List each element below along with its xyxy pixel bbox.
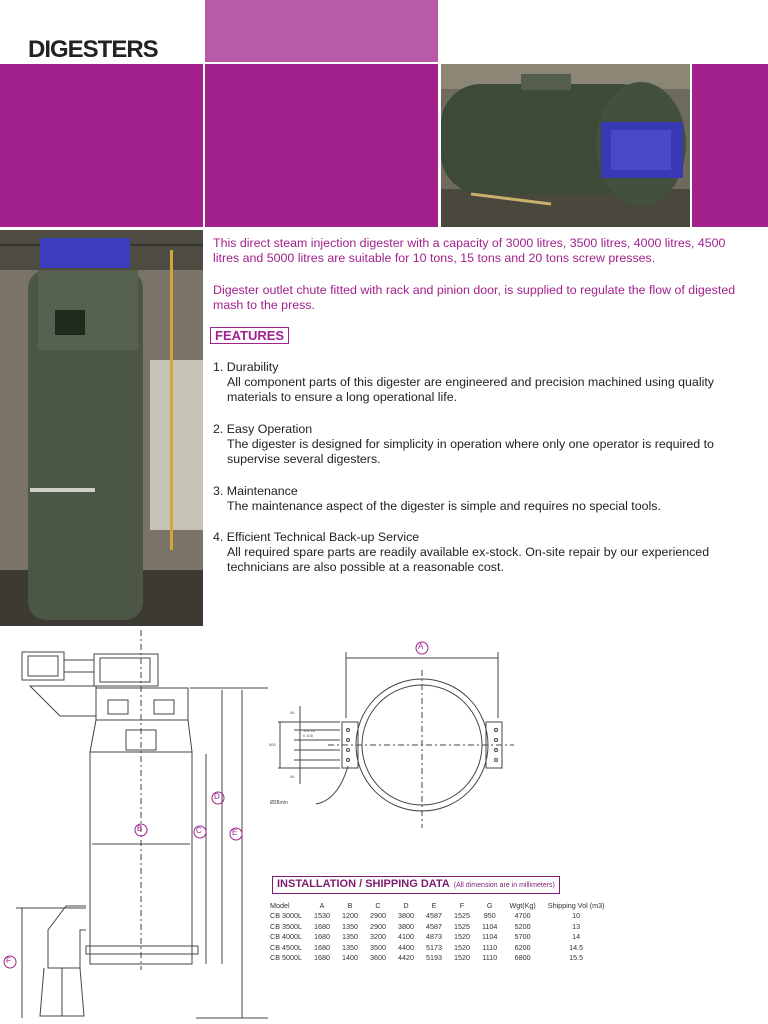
table-cell: 950 xyxy=(483,911,496,921)
table-cell: 5200 xyxy=(514,921,531,931)
flange-dim-top: 40 xyxy=(290,710,295,715)
model-cell: CB 5000L xyxy=(270,953,302,963)
table-row xyxy=(268,921,611,932)
feature-item-maintenance xyxy=(213,484,758,514)
table-cell: 5193 xyxy=(425,953,442,963)
table-cell: 1520 xyxy=(453,942,470,952)
feature-desc: All component parts of this digester are engineered and precision machined using quality materials to ensure a long operational life. xyxy=(227,375,714,404)
column-header: E xyxy=(431,900,437,910)
table-cell: 1680 xyxy=(313,932,330,942)
flange-dim-bottom: 40 xyxy=(290,774,295,779)
header-block-top xyxy=(205,0,438,62)
table-cell: 13 xyxy=(572,921,581,931)
table-row xyxy=(268,911,611,922)
feature-heading: 2. Easy Operation xyxy=(213,422,313,436)
header-band-middle xyxy=(205,64,438,227)
table-cell: 4873 xyxy=(425,932,442,942)
column-header: D xyxy=(403,900,409,910)
feature-item-durability xyxy=(213,360,758,405)
table-cell: 5173 xyxy=(425,942,442,952)
table-cell: 1350 xyxy=(341,921,358,931)
table-cell: 6800 xyxy=(514,953,531,963)
table-cell: 14.5 xyxy=(569,942,584,952)
feature-desc: The digester is designed for simplicity in operation where only one operator is required to supervise several digesters. xyxy=(227,437,714,466)
feature-heading: 3. Maintenance xyxy=(213,484,298,498)
flange-dim-mid: 100 100 100 xyxy=(303,728,316,738)
shipping-data-title: INSTALLATION / SHIPPING DATA xyxy=(277,878,450,890)
column-header: Model xyxy=(270,900,290,910)
flange-dim-height: 500 xyxy=(269,742,276,747)
table-cell: 5700 xyxy=(514,932,531,942)
table-cell: 3800 xyxy=(397,911,414,921)
table-cell: 1525 xyxy=(453,921,470,931)
table-cell: 1104 xyxy=(481,921,498,931)
table-cell: 1400 xyxy=(341,953,358,963)
feature-desc: The maintenance aspect of the digester is simple and requires no special tools. xyxy=(227,499,661,513)
table-cell: 1110 xyxy=(482,953,498,963)
table-cell: 1520 xyxy=(453,953,470,963)
table-cell: 2900 xyxy=(369,911,386,921)
shipping-data-heading xyxy=(272,876,560,894)
page-title: DIGESTERS xyxy=(28,36,158,63)
table-cell: 3500 xyxy=(369,942,386,952)
header-band-left xyxy=(0,64,203,227)
table-cell: 1530 xyxy=(313,911,330,921)
column-header: Wgt(Kg) xyxy=(509,900,536,910)
table-cell: 1104 xyxy=(481,932,498,942)
feature-heading: 1. Durability xyxy=(213,360,279,374)
table-row xyxy=(268,942,611,953)
digester-drum-photo xyxy=(441,64,690,227)
feature-item-easy-operation xyxy=(213,422,758,467)
table-cell: 4700 xyxy=(514,911,531,921)
column-header: C xyxy=(375,900,381,910)
table-cell: 14 xyxy=(572,932,581,942)
side-elevation-drawing xyxy=(0,630,270,1024)
table-cell: 1525 xyxy=(453,911,470,921)
intro-paragraph-2: Digester outlet chute fitted with rack and pinion door, is supplied to regulate the flow of digested mash to the press. xyxy=(213,283,736,312)
hole-diameter-label: Ø28mm xyxy=(270,800,288,806)
column-header: B xyxy=(347,900,353,910)
shipping-data-note: (All dimension are in millimeters) xyxy=(453,882,555,889)
column-header: A xyxy=(319,900,325,910)
dim-label-c: C xyxy=(196,826,202,835)
table-cell: 1520 xyxy=(453,932,470,942)
table-cell: 3600 xyxy=(369,953,386,963)
table-cell: 1200 xyxy=(341,911,358,921)
table-cell: 6200 xyxy=(514,942,531,952)
shipping-data-table xyxy=(268,900,611,963)
table-cell: 1110 xyxy=(482,942,498,952)
column-header: F xyxy=(459,900,465,910)
table-cell: 4420 xyxy=(397,953,414,963)
table-cell: 4587 xyxy=(425,921,442,931)
table-row xyxy=(268,932,611,943)
dim-label-d: D xyxy=(214,792,220,801)
table-cell: 15.5 xyxy=(569,953,584,963)
model-cell: CB 3000L xyxy=(270,911,302,921)
feature-heading: 4. Efficient Technical Back-up Service xyxy=(213,530,420,544)
table-cell: 1350 xyxy=(341,942,358,952)
column-header: Shipping Vol (m3) xyxy=(547,900,605,910)
table-header-row xyxy=(268,900,611,911)
feature-item-backup-service xyxy=(213,530,758,575)
table-cell: 10 xyxy=(572,911,581,921)
table-cell: 3200 xyxy=(369,932,386,942)
table-cell: 1350 xyxy=(341,932,358,942)
table-cell: 4400 xyxy=(397,942,414,952)
table-cell: 2900 xyxy=(369,921,386,931)
feature-desc: All required spare parts are readily available ex-stock. On-site repair by our experienced technicians are also possible at a reasonable cost. xyxy=(227,545,710,574)
model-cell: CB 3500L xyxy=(270,921,302,931)
dim-label-a: A xyxy=(418,642,424,651)
table-cell: 4100 xyxy=(397,932,414,942)
table-row xyxy=(268,953,611,964)
table-cell: 1680 xyxy=(313,953,330,963)
table-cell: 1680 xyxy=(313,921,330,931)
model-cell: CB 4500L xyxy=(270,942,302,952)
table-cell: 3800 xyxy=(397,921,414,931)
header-band-right xyxy=(692,64,768,227)
digester-vertical-photo xyxy=(0,230,203,626)
dim-label-b: B xyxy=(137,824,143,833)
dim-label-e: E xyxy=(232,828,238,837)
features-heading: FEATURES xyxy=(210,327,289,344)
plan-view-drawing xyxy=(268,630,528,830)
model-cell: CB 4000L xyxy=(270,932,302,942)
dim-label-f: F xyxy=(6,956,11,965)
table-cell: 1680 xyxy=(313,942,330,952)
table-cell: 4587 xyxy=(425,911,442,921)
intro-paragraph-1: This direct steam injection digester with a capacity of 3000 litres, 3500 litres, 4000 litres, 4500 litres and 5000 litres are suitable for 10 tons, 15 tons and 20 tons screw presses. xyxy=(213,236,726,265)
column-header: G xyxy=(486,900,493,910)
